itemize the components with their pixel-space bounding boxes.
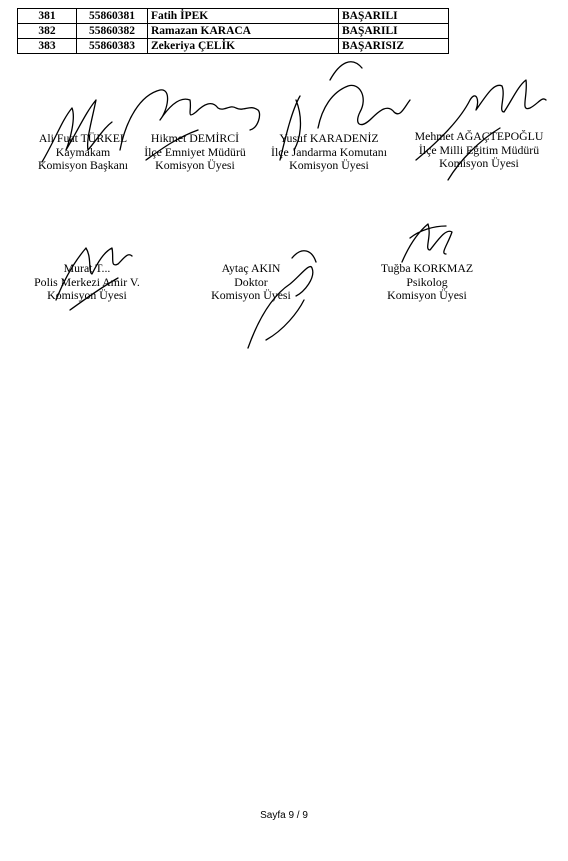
signatory-name: Tuğba KORKMAZ	[380, 261, 474, 275]
signatory-name: Aytaç AKIN	[221, 261, 281, 275]
candidate-id: 55860381	[77, 9, 148, 24]
candidate-name: Ramazan KARACA	[148, 24, 339, 39]
row-number: 381	[18, 9, 77, 24]
row-number: 382	[18, 24, 77, 39]
signatory-title: Komisyon Üyesi	[439, 156, 519, 170]
page-number: Sayfa 9 / 9	[260, 810, 308, 821]
candidate-name: Zekeriya ÇELİK	[148, 39, 339, 54]
signatory-title: Komisyon Üyesi	[387, 288, 467, 302]
signatory-role: Psikolog	[406, 274, 448, 289]
signatory-name: Mehmet AĞAÇTEPOĞLU	[414, 129, 544, 143]
signatory-name: Hikmet DEMİRCİ	[150, 131, 240, 145]
candidate-id: 55860383	[77, 39, 148, 54]
candidate-id: 55860382	[77, 24, 148, 39]
signatory-role: İlçe Emniyet Müdürü	[144, 144, 246, 159]
signature-block-police	[130, 132, 260, 173]
signatory-title: Komisyon Başkanı	[37, 158, 129, 172]
table-row	[18, 9, 449, 24]
signatory-role: Doktor	[234, 274, 268, 289]
signatory-title: Komisyon Üyesi	[211, 288, 291, 302]
result-status: BAŞARILI	[339, 9, 449, 24]
signatory-name: Murat T...	[63, 261, 111, 275]
signatory-title: Komisyon Üyesi	[155, 158, 235, 172]
row-number: 383	[18, 39, 77, 54]
signatory-name: Ali Fuat TÜRKEL	[38, 131, 128, 145]
signatory-title: Komisyon Üyesi	[289, 158, 369, 172]
signature-block-chair	[18, 132, 148, 173]
candidate-name: Fatih İPEK	[148, 9, 339, 24]
signature-block-education	[404, 130, 554, 171]
signature-block-doctor	[186, 262, 316, 303]
results-table	[17, 8, 449, 54]
signature-block-police-station	[22, 262, 152, 303]
signatory-role: İlçe Milli Eğitim Müdürü	[418, 142, 540, 157]
result-status: BAŞARILI	[339, 24, 449, 39]
signatory-role: Polis Merkezi Amir V.	[34, 274, 140, 289]
table-row	[18, 24, 449, 39]
signatory-name: Yusuf KARADENİZ	[279, 131, 379, 145]
table-row	[18, 39, 449, 54]
result-status: BAŞARISIZ	[339, 39, 449, 54]
signatory-role: İlçe Jandarma Komutanı	[271, 144, 387, 159]
signatory-role: Kaymakam	[55, 144, 111, 159]
signatory-title: Komisyon Üyesi	[47, 288, 127, 302]
signature-scribble-psychologist	[402, 224, 452, 262]
signature-block-psychologist	[362, 262, 492, 303]
signature-block-gendarmerie	[258, 132, 400, 173]
